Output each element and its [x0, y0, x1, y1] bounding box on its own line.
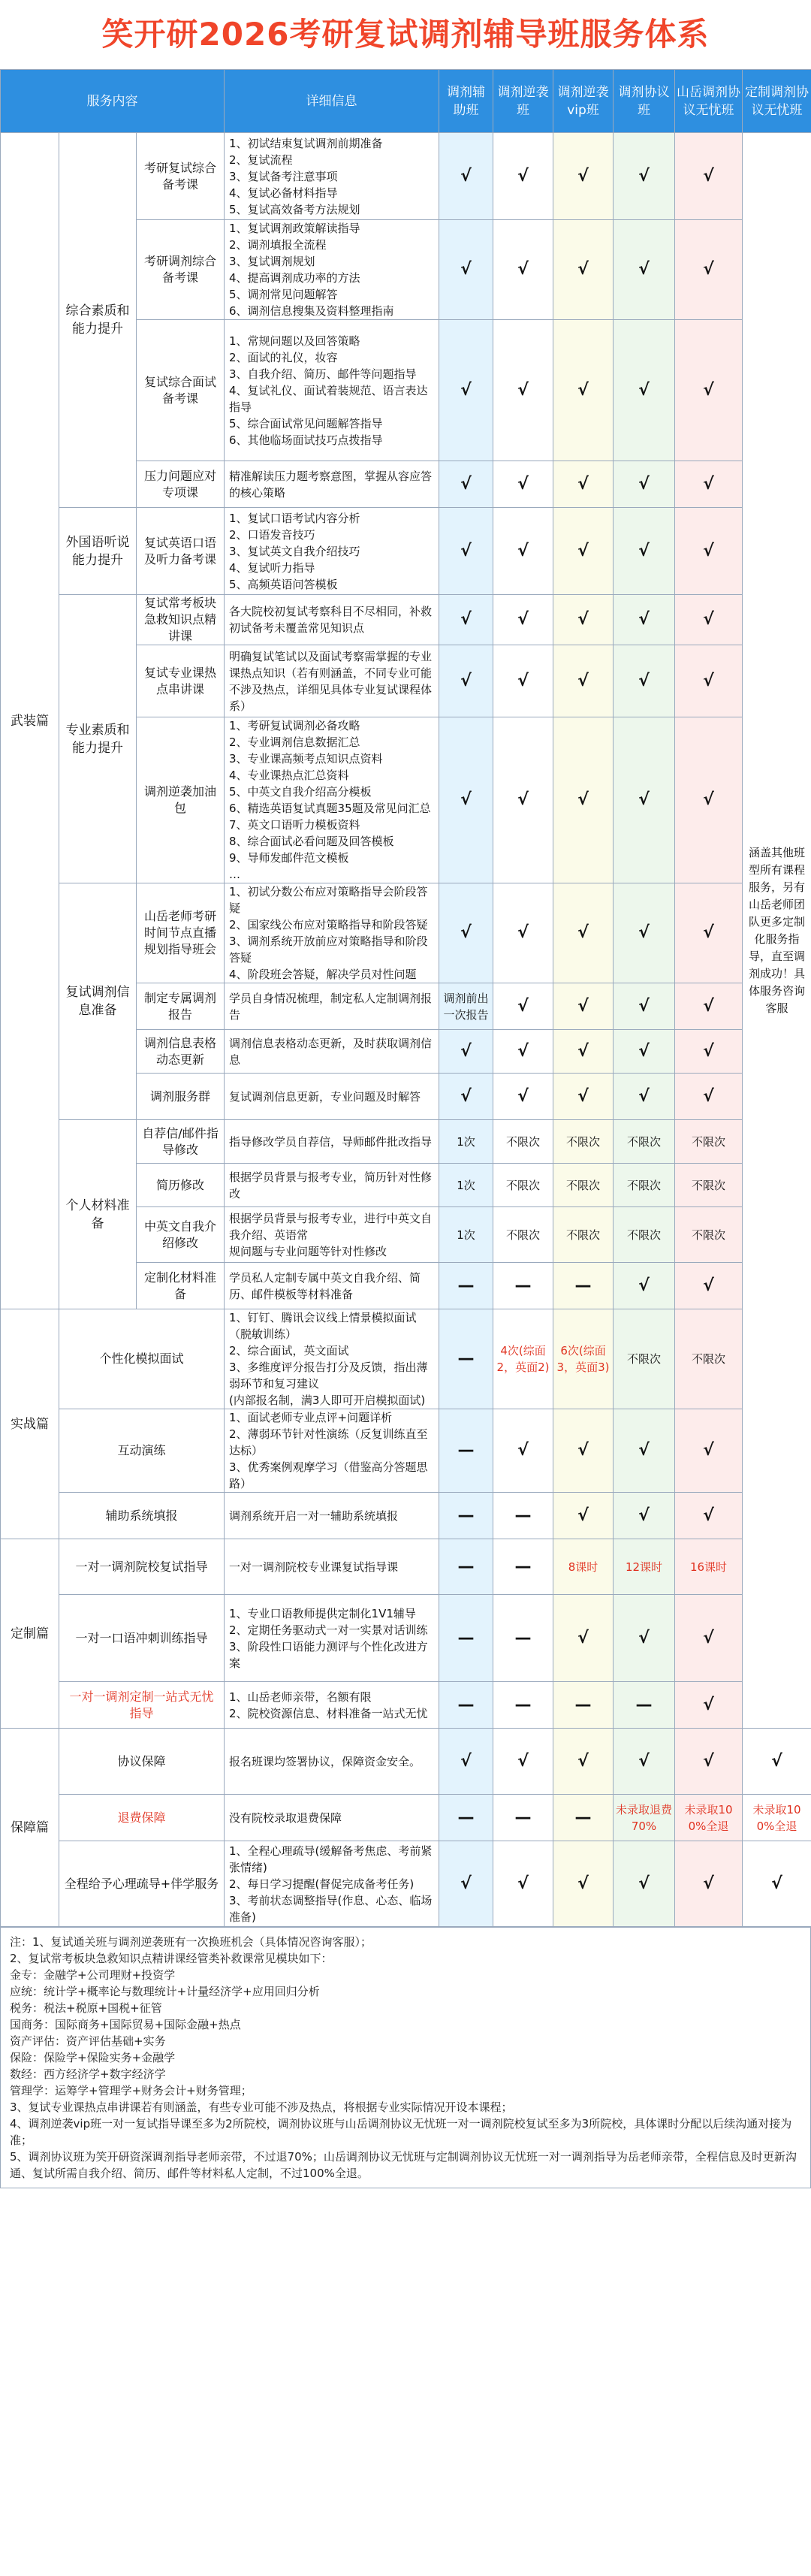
plan-mark: 不限次 — [553, 1207, 614, 1263]
plan-mark: √ — [614, 1729, 675, 1795]
plan-mark: √ — [553, 1595, 614, 1682]
header-c4: 调剂协议班 — [614, 70, 675, 133]
service-detail: 复试调剂信息更新，专业问题及时解答 — [225, 1074, 439, 1120]
plan-mark: √ — [493, 983, 553, 1030]
service-detail: 指导修改学员自荐信，导师邮件批改指导 — [225, 1120, 439, 1164]
plan-mark: √ — [439, 1030, 493, 1074]
service-name: 互动演练 — [59, 1409, 225, 1493]
service-name: 山岳老师考研时间节点直播规划指导班会 — [137, 883, 225, 983]
plan-mark: 未录取100%全退 — [743, 1795, 811, 1841]
plan-mark: √ — [675, 220, 743, 320]
service-name: 复试英语口语及听力备考课 — [137, 508, 225, 595]
plan-mark: √ — [614, 1074, 675, 1120]
table-row — [1, 133, 811, 220]
table-row — [1, 1795, 811, 1841]
service-name: 调剂服务群 — [137, 1074, 225, 1120]
plan-mark: — — [553, 1263, 614, 1309]
plan-mark: √ — [675, 983, 743, 1030]
service-detail: 1、初试结束复试调剂前期准备 2、复试流程 3、复试备考注意事项 4、复试必备材料指导 5、复试高效备考方法规划 — [225, 133, 439, 220]
plan-mark: — — [493, 1493, 553, 1539]
service-name: 考研复试综合备考课 — [137, 133, 225, 220]
plan-mark: √ — [493, 1074, 553, 1120]
plan-mark: √ — [675, 1493, 743, 1539]
service-name: 制定专属调剂报告 — [137, 983, 225, 1030]
plan-mark: — — [553, 1795, 614, 1841]
service-detail: 根据学员背景与报考专业，简历针对性修改 — [225, 1164, 439, 1207]
category-label: 个人材料准备 — [59, 1120, 137, 1309]
plan-mark: √ — [493, 508, 553, 595]
table-row — [1, 1539, 811, 1595]
plan-mark: √ — [493, 1409, 553, 1493]
table-row — [1, 508, 811, 595]
plan-mark: — — [493, 1595, 553, 1682]
footnote-line: 5、调剂协议班为笑开研资深调剂指导老师亲带，不过退70%；山岳调剂协议无忧班与定制调剂协议无忧班一对一调剂指导为岳老师亲带，全程信息及时更新沟通、复试所需自我介绍、简历、邮件等材料私人定制，不过100%全退。 — [10, 2150, 797, 2180]
plan-mark: 不限次 — [493, 1120, 553, 1164]
service-name: 中英文自我介绍修改 — [137, 1207, 225, 1263]
plan-mark: — — [614, 1682, 675, 1729]
plan-mark: 8课时 — [553, 1539, 614, 1595]
plan-mark: 12课时 — [614, 1539, 675, 1595]
plan-mark: 调剂前出一次报告 — [439, 983, 493, 1030]
service-name: 调剂信息表格动态更新 — [137, 1030, 225, 1074]
group-label: 定制篇 — [1, 1539, 59, 1729]
service-detail: 一对一调剂院校专业课复试指导课 — [225, 1539, 439, 1595]
service-name: 全程给予心理疏导+伴学服务 — [59, 1841, 225, 1927]
plan-mark: — — [439, 1493, 493, 1539]
service-name: 简历修改 — [137, 1164, 225, 1207]
plan-mark: √ — [493, 133, 553, 220]
plan-mark: √ — [614, 220, 675, 320]
plan-mark: √ — [675, 133, 743, 220]
footnote-line: 国商务：国际商务+国际贸易+国际金融+热点 — [10, 2018, 241, 2031]
plan-mark: √ — [553, 883, 614, 983]
plan-mark: 不限次 — [553, 1164, 614, 1207]
page-title: 笑开研2026考研复试调剂辅导班服务体系 — [0, 0, 811, 69]
service-detail: 根据学员背景与报考专业，进行中英文自我介绍、英语常 规问题与专业问题等针对性修改 — [225, 1207, 439, 1263]
plan-mark: √ — [675, 1409, 743, 1493]
footnote-line: 金专：金融学+公司理财+投资学 — [10, 1968, 176, 1982]
plan-mark: 16课时 — [675, 1539, 743, 1595]
plan-mark: √ — [675, 1682, 743, 1729]
plan-mark: √ — [614, 595, 675, 645]
plan-mark: √ — [675, 645, 743, 717]
service-detail: 1、复试调剂政策解读指导 2、调剂填报全流程 3、复试调剂规划 4、提高调剂成功率的方法 5、调剂常见问题解答 6、调剂信息搜集及资料整理指南 — [225, 220, 439, 320]
plan-mark: 不限次 — [675, 1164, 743, 1207]
service-name: 自荐信/邮件指导修改 — [137, 1120, 225, 1164]
service-detail: 1、专业口语教师提供定制化1V1辅导 2、定期任务驱动式一对一实景对话训练 3、阶段性口语能力测评与个性化改进方案 — [225, 1595, 439, 1682]
plan-mark: — — [439, 1682, 493, 1729]
plan-mark: √ — [675, 883, 743, 983]
plan-mark: √ — [614, 1595, 675, 1682]
plan-mark: 不限次 — [553, 1120, 614, 1164]
table-row — [1, 1682, 811, 1729]
plan-mark: √ — [493, 320, 553, 461]
plan-mark: — — [439, 1409, 493, 1493]
plan-mark: √ — [493, 717, 553, 883]
plan-mark: 不限次 — [675, 1207, 743, 1263]
header-detail: 详细信息 — [225, 70, 439, 133]
footnote-line: 4、调剂逆袭vip班一对一复试指导课至多为2所院校，调剂协议班与山岳调剂协议无忧班一对一调剂院校复试至多为3所院校，具体课时分配以后续沟通对接为准； — [10, 2117, 792, 2147]
service-name: 压力问题应对专项课 — [137, 461, 225, 508]
plan-mark: √ — [553, 1729, 614, 1795]
service-detail: 报名班课均签署协议，保障资金安全。 — [225, 1729, 439, 1795]
table-row — [1, 883, 811, 983]
plan-mark: √ — [675, 1030, 743, 1074]
plan-mark: √ — [439, 883, 493, 983]
plan-mark: √ — [493, 1729, 553, 1795]
service-detail: 1、山岳老师亲带，名额有限 2、院校资源信息、材料准备一站式无忧 — [225, 1682, 439, 1729]
plan-mark: — — [493, 1682, 553, 1729]
table-row — [1, 1120, 811, 1164]
plan-mark: 未录取退费70% — [614, 1795, 675, 1841]
plan-mark: √ — [675, 508, 743, 595]
table-row — [1, 1409, 811, 1493]
plan-mark: √ — [493, 1841, 553, 1927]
plan-mark: √ — [553, 645, 614, 717]
plan-mark: 4次(综面2，英面2) — [493, 1309, 553, 1409]
plan-mark: 不限次 — [675, 1309, 743, 1409]
category-label: 复试调剂信息准备 — [59, 883, 137, 1120]
service-name: 辅助系统填报 — [59, 1493, 225, 1539]
group-label: 保障篇 — [1, 1729, 59, 1927]
service-detail: 1、面试老师专业点评+问题详析 2、薄弱环节针对性演练（反复训练直至达标） 3、优秀案例观摩学习（借鉴高分答题思路） — [225, 1409, 439, 1493]
plan-mark: 不限次 — [614, 1309, 675, 1409]
plan-mark: √ — [493, 595, 553, 645]
plan-mark: √ — [614, 717, 675, 883]
header-c1: 调剂辅助班 — [439, 70, 493, 133]
plan-mark: √ — [493, 1030, 553, 1074]
service-detail: 各大院校初复试考察科目不尽相同，补救初试备考未覆盖常见知识点 — [225, 595, 439, 645]
header-c5: 山岳调剂协议无忧班 — [675, 70, 743, 133]
plan-mark: 1次 — [439, 1207, 493, 1263]
footnote-line: 应统：统计学+概率论与数理统计+计量经济学+应用回归分析 — [10, 1985, 320, 1998]
plan-mark: 不限次 — [614, 1120, 675, 1164]
plan-mark: — — [493, 1795, 553, 1841]
service-name: 调剂逆袭加油包 — [137, 717, 225, 883]
plan-mark: √ — [439, 1729, 493, 1795]
plan-mark: 不限次 — [493, 1207, 553, 1263]
header-c2: 调剂逆袭班 — [493, 70, 553, 133]
plan-mark: — — [439, 1795, 493, 1841]
plan-mark: √ — [553, 1841, 614, 1927]
plan-mark: √ — [553, 320, 614, 461]
service-detail: 精准解读压力题考察意图，掌握从容应答的核心策略 — [225, 461, 439, 508]
category-label: 专业素质和能力提升 — [59, 595, 137, 883]
service-detail: 1、常规问题以及回答策略 2、面试的礼仪，妆容 3、自我介绍、简历、邮件等问题指导 4、复试礼仪、面试着装规范、语言表达指导 5、综合面试常见问题解答指导 6、其他临场面试技巧点拨指导 — [225, 320, 439, 461]
header-c6: 定制调剂协议无忧班 — [743, 70, 811, 133]
service-name: 协议保障 — [59, 1729, 225, 1795]
category-label: 综合素质和能力提升 — [59, 133, 137, 508]
footnote-line: 2、复试常考板块急救知识点精讲课经管类补救课常见模块如下： — [10, 1952, 333, 1965]
plan-mark: √ — [493, 220, 553, 320]
plan-mark: √ — [553, 1074, 614, 1120]
plan-mark: 不限次 — [675, 1120, 743, 1164]
service-detail: 调剂系统开启一对一辅助系统填报 — [225, 1493, 439, 1539]
plan-mark: √ — [439, 320, 493, 461]
service-name: 个性化模拟面试 — [59, 1309, 225, 1409]
plan-mark: 6次(综面3，英面3) — [553, 1309, 614, 1409]
plan-mark: √ — [553, 461, 614, 508]
plan-mark: — — [553, 1682, 614, 1729]
group-label: 实战篇 — [1, 1309, 59, 1539]
plan-mark: √ — [614, 1030, 675, 1074]
table-row — [1, 1595, 811, 1682]
service-name: 一对一调剂定制一站式无忧指导 — [59, 1682, 225, 1729]
plan-mark: √ — [553, 1493, 614, 1539]
plan-mark: √ — [553, 508, 614, 595]
service-name: 考研调剂综合备考课 — [137, 220, 225, 320]
service-name: 复试常考板块急救知识点精讲课 — [137, 595, 225, 645]
plan-mark: √ — [614, 508, 675, 595]
plan-mark: √ — [439, 133, 493, 220]
footnote-line: 注：1、复试通关班与调剂逆袭班有一次换班机会（具体情况咨询客服）； — [10, 1935, 372, 1949]
service-name: 一对一调剂院校复试指导 — [59, 1539, 225, 1595]
footnote-line: 管理学：运筹学+管理学+财务会计+财务管理； — [10, 2084, 252, 2097]
service-detail: 1、考研复试调剂必备攻略 2、专业调剂信息数据汇总 3、专业课高频考点知识点资料 4、专业课热点汇总资料 5、中英文自我介绍高分模板 6、精选英语复试真题35题及常见问汇总 7、英文口语听力模板资料 8、综合面试必看问题及回答模板 9、导师发邮件范文模板 … — [225, 717, 439, 883]
header-service: 服务内容 — [1, 70, 225, 133]
service-name: 退费保障 — [59, 1795, 225, 1841]
plan-mark: √ — [553, 220, 614, 320]
plan-mark: √ — [743, 1729, 811, 1795]
service-name: 复试专业课热点串讲课 — [137, 645, 225, 717]
table-row — [1, 1493, 811, 1539]
plan-mark: √ — [553, 983, 614, 1030]
plan-mark: √ — [493, 461, 553, 508]
table-row — [1, 595, 811, 645]
plan-mark: 1次 — [439, 1120, 493, 1164]
plan-mark: √ — [439, 508, 493, 595]
notes-table — [0, 1927, 811, 2188]
plan-mark: √ — [553, 595, 614, 645]
plan-mark: √ — [614, 133, 675, 220]
plan-mark: √ — [675, 1074, 743, 1120]
header-row — [1, 70, 811, 133]
service-detail: 1、钉钉、腾讯会议线上情景模拟面试（脱敏训练） 2、综合面试，英文面试 3、多维度评分报告打分及反馈，指出薄弱环节和复习建议 (内部报名制，满3人即可开启模拟面试) — [225, 1309, 439, 1409]
plan-mark: √ — [614, 1493, 675, 1539]
plan-mark: √ — [439, 595, 493, 645]
plan-mark: √ — [614, 883, 675, 983]
plan-mark: 不限次 — [493, 1164, 553, 1207]
plan-mark: — — [439, 1595, 493, 1682]
plan-mark: √ — [439, 1841, 493, 1927]
table-row — [1, 1729, 811, 1795]
group-label: 武装篇 — [1, 133, 59, 1309]
footnote-line: 税务：税法+税原+国税+征管 — [10, 2001, 162, 2015]
plan-mark: 不限次 — [614, 1164, 675, 1207]
plan-mark: — — [493, 1263, 553, 1309]
plan-mark: 1次 — [439, 1164, 493, 1207]
plan-mark: √ — [614, 1409, 675, 1493]
plan-mark: √ — [439, 717, 493, 883]
service-detail: 1、全程心理疏导(缓解备考焦虑、考前紧张情绪) 2、每日学习提醒(督促完成备考任务) 3、考前状态调整指导(作息、心态、临场准备) — [225, 1841, 439, 1927]
plan-mark: √ — [675, 595, 743, 645]
plan-mark: √ — [553, 1030, 614, 1074]
custom-plan-note: 涵盖其他班型所有课程服务，另有山岳老师团队更多定制化服务指导，直至调剂成功！具体服务咨询客服 — [743, 133, 811, 1729]
service-detail: 明确复试笔试以及面试考察需掌握的专业课热点知识（若有则涵盖，不同专业可能不涉及热点，详细见具体专业复试课程体系） — [225, 645, 439, 717]
plan-mark: √ — [675, 717, 743, 883]
plan-mark: √ — [439, 461, 493, 508]
plan-mark: √ — [675, 1595, 743, 1682]
plan-mark: √ — [493, 883, 553, 983]
plan-mark: √ — [614, 983, 675, 1030]
plan-mark: √ — [614, 320, 675, 461]
plan-mark: √ — [675, 320, 743, 461]
header-c3: 调剂逆袭vip班 — [553, 70, 614, 133]
footnotes — [1, 1928, 811, 2188]
service-name: 定制化材料准备 — [137, 1263, 225, 1309]
service-detail: 1、复试口语考试内容分析 2、口语发音技巧 3、复试英文自我介绍技巧 4、复试听力指导 5、高频英语问答模板 — [225, 508, 439, 595]
plan-mark: √ — [439, 1074, 493, 1120]
plan-mark: √ — [439, 645, 493, 717]
plan-mark: 未录取100%全退 — [675, 1795, 743, 1841]
service-name: 复试综合面试备考课 — [137, 320, 225, 461]
plan-mark: √ — [553, 1409, 614, 1493]
plan-mark: — — [439, 1309, 493, 1409]
footnote-line: 保险：保险学+保险实务+金融学 — [10, 2051, 176, 2064]
plan-mark: √ — [553, 133, 614, 220]
category-label: 外国语听说能力提升 — [59, 508, 137, 595]
plan-mark: √ — [614, 645, 675, 717]
table-row — [1, 1309, 811, 1409]
plan-mark: √ — [493, 645, 553, 717]
plan-mark: √ — [743, 1841, 811, 1927]
service-detail: 学员私人定制专属中英文自我介绍、简历、邮件模板等材料准备 — [225, 1263, 439, 1309]
footnote-line: 数经：西方经济学+数字经济学 — [10, 2067, 166, 2081]
plan-mark: √ — [614, 1841, 675, 1927]
table-row — [1, 1841, 811, 1927]
plan-mark: √ — [439, 220, 493, 320]
plan-mark: √ — [614, 461, 675, 508]
plan-mark: √ — [675, 461, 743, 508]
plan-mark: √ — [675, 1263, 743, 1309]
plan-mark: — — [439, 1539, 493, 1595]
plan-mark: √ — [675, 1841, 743, 1927]
service-detail: 学员自身情况梳理，制定私人定制调剂报告 — [225, 983, 439, 1030]
service-detail: 没有院校录取退费保障 — [225, 1795, 439, 1841]
service-detail: 1、初试分数公布应对策略指导会阶段答疑 2、国家线公布应对策略指导和阶段答疑 3、调剂系统开放前应对策略指导和阶段答疑 4、阶段班会答疑，解决学员对性问题 — [225, 883, 439, 983]
plan-mark: √ — [553, 717, 614, 883]
plan-mark: — — [493, 1539, 553, 1595]
plan-mark: √ — [614, 1263, 675, 1309]
footnote-line: 3、复试专业课热点串讲课若有则涵盖，有些专业可能不涉及热点，将根据专业实际情况开设本课程； — [10, 2100, 513, 2114]
service-table — [0, 69, 811, 1927]
plan-mark: 不限次 — [614, 1207, 675, 1263]
service-name: 一对一口语冲刺训练指导 — [59, 1595, 225, 1682]
service-detail: 调剂信息表格动态更新，及时获取调剂信息 — [225, 1030, 439, 1074]
footnote-line: 资产评估：资产评估基础+实务 — [10, 2034, 166, 2048]
plan-mark: — — [439, 1263, 493, 1309]
plan-mark: √ — [675, 1729, 743, 1795]
